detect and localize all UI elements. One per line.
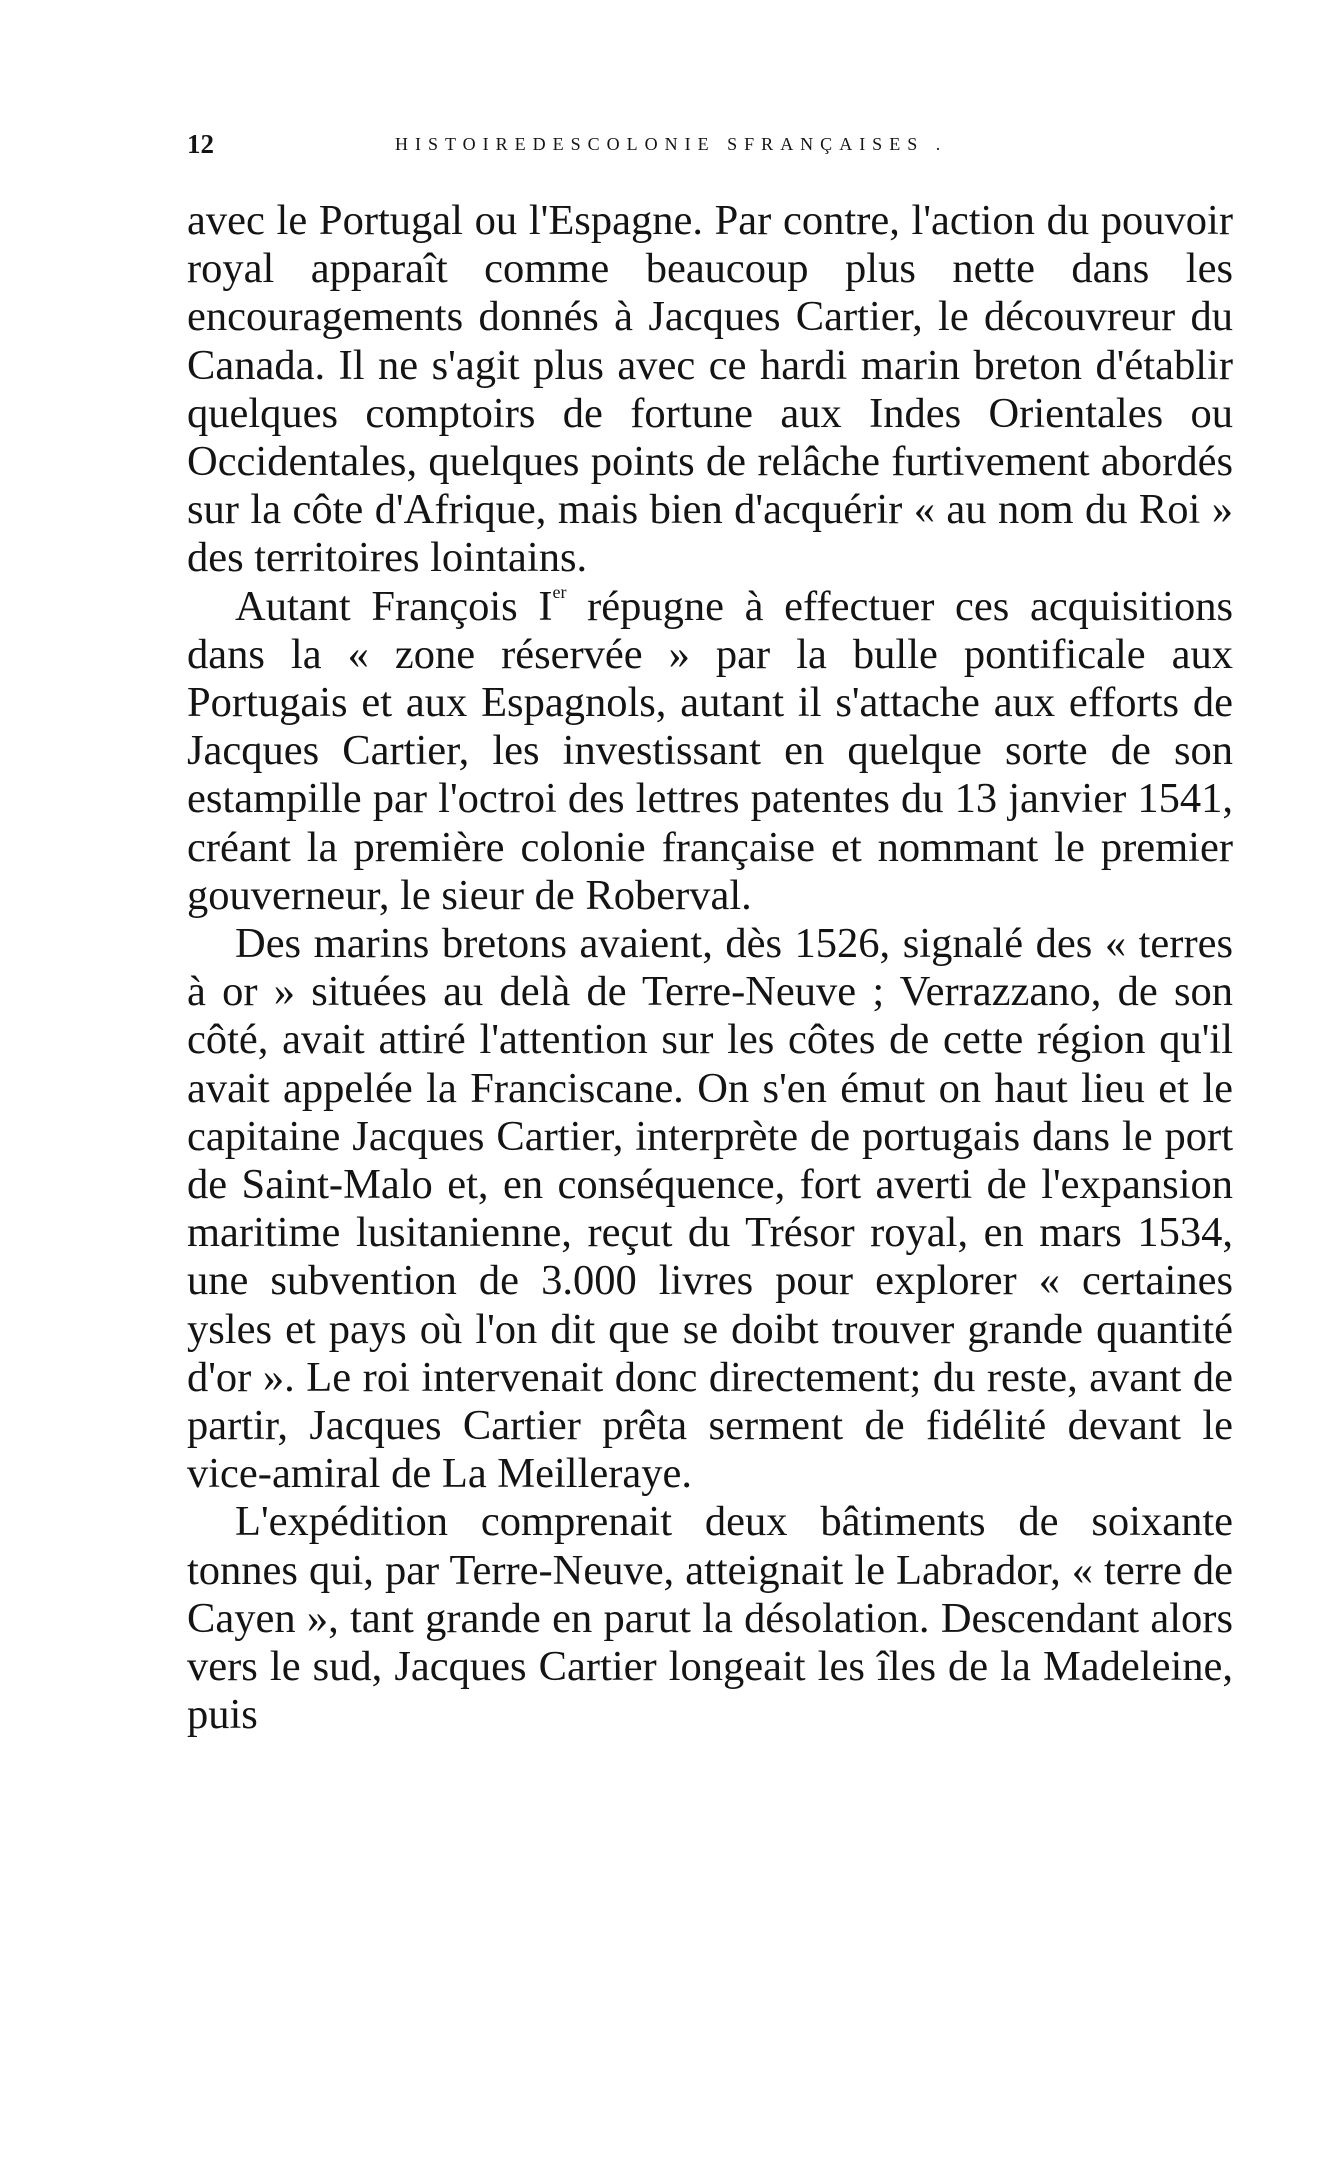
- paragraph-2-start: Autant François I: [235, 582, 553, 630]
- ordinal-superscript: er: [552, 581, 567, 602]
- running-title: HISTOIREDESCOLONIE SFRANÇAISES .: [395, 134, 948, 154]
- paragraph-1: avec le Portugal ou l'Espagne. Par contre, l'action du pouvoir royal apparaît comme beaucoup plus nette dans les encouragements donnés à Jacques Cartier, le découvreur du Canada. Il ne s'agit plus avec ce hardi marin breton d'établir quelques comptoirs de fortune aux Indes Orientales ou Occidentales, quelques points de relâche furtivement abordés sur la côte d'Afrique, mais bien d'acquérir « au nom du Roi » des territoires lointains.: [187, 197, 1233, 582]
- paragraph-2-rest: répugne à effectuer ces acquisitions dans la « zone réservée » par la bulle pontificale aux Portugais et aux Espagnols, autant il s'attache aux efforts de Jacques Cartier, les investissant en quelque sorte de son estampille par l'octroi des lettres patentes du 13 janvier 1541, créant la première colonie française et nommant le premier gouverneur, le sieur de Roberval.: [187, 582, 1233, 919]
- paragraph-3: Des marins bretons avaient, dès 1526, signalé des « terres à or » situées au delà de Terre-Neuve ; Verrazzano, de son côté, avait attiré l'attention sur les côtes de cette région qu'il avait appelée la Franciscane. On s'en émut on haut lieu et le capitaine Jacques Cartier, interprète de portugais dans le port de Saint-Malo et, en conséquence, fort averti de l'expansion maritime lusitanienne, reçut du Trésor royal, en mars 1534, une subvention de 3.000 livres pour explorer « certaines ysles et pays où l'on dit que se doibt trouver grande quantité d'or ». Le roi intervenait donc directement; du reste, avant de partir, Jacques Cartier prêta serment de fidélité devant le vice-amiral de La Meilleraye.: [187, 920, 1233, 1498]
- page-number: 12: [187, 129, 214, 159]
- paragraph-4: L'expédition comprenait deux bâtiments de soixante tonnes qui, par Terre-Neuve, atteignait le Labrador, « terre de Cayen », tant grande en parut la désolation. Descendant alors vers le sud, Jacques Cartier longeait les îles de la Madeleine, puis: [187, 1498, 1233, 1739]
- running-head: [187, 124, 1017, 164]
- body-text: [187, 197, 1233, 1740]
- paragraph-2: [187, 583, 1233, 920]
